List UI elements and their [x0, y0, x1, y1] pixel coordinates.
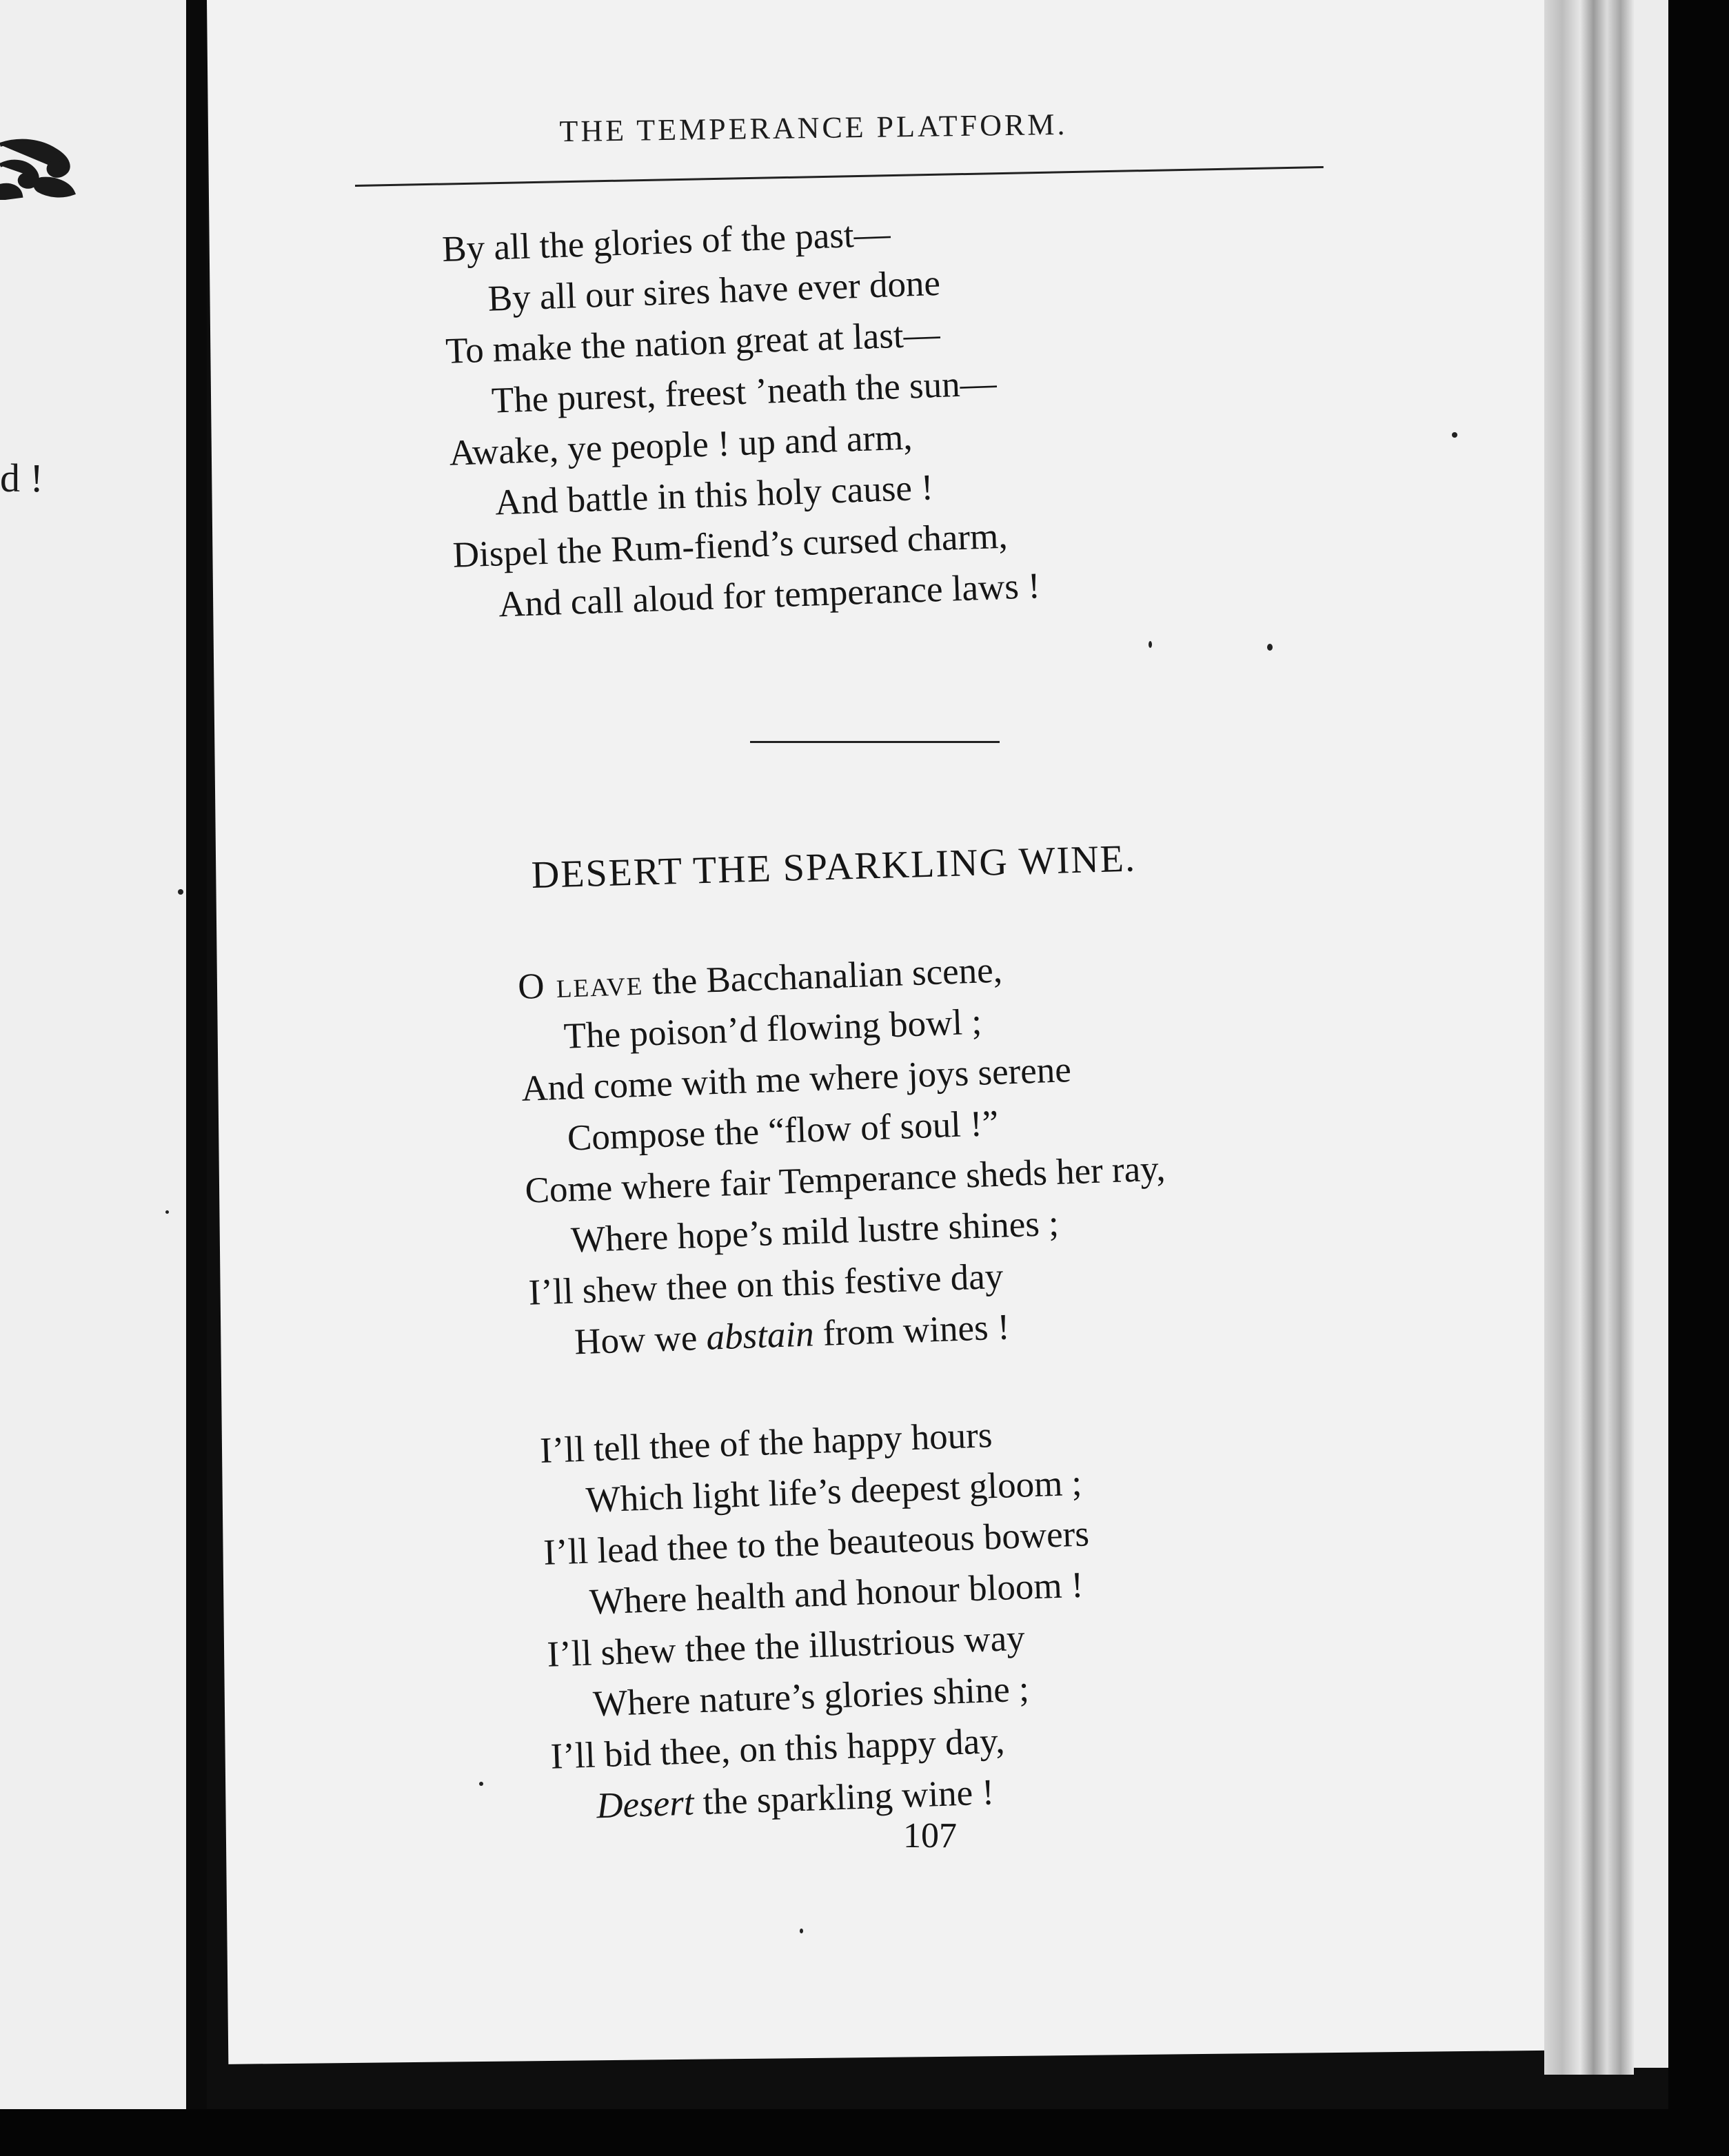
stanza-two [517, 939, 1171, 1370]
verse-line: By all the glories of the past— [441, 214, 891, 270]
verse-line: To make the nation great at last— [445, 314, 941, 372]
verse-line: And battle in this holy cause ! [494, 467, 934, 523]
book-gutter [186, 0, 207, 2116]
scan-border-bottom [0, 2109, 1729, 2156]
verse-line: I’ll shew thee the illustrious way [546, 1618, 1026, 1675]
section-divider [750, 741, 1000, 743]
verse-line: By all our sires have ever done [487, 263, 941, 319]
italic-emphasis: Desert [596, 1782, 695, 1827]
verse-text: the sparkling wine ! [693, 1772, 995, 1823]
page-edges [1544, 0, 1634, 2075]
verse-line: Which light life’s deepest gloom ; [585, 1463, 1083, 1521]
verse-line: And call aloud for temperance laws ! [498, 566, 1041, 625]
speck [800, 1929, 803, 1933]
stanza-three [539, 1406, 1099, 1833]
running-head: THE TEMPERANCE PLATFORM. [559, 107, 1068, 149]
verse-line: Compose the “flow of soul !” [566, 1103, 1000, 1159]
left-page-text-fragment: d ! [0, 456, 43, 500]
speck [479, 1782, 483, 1786]
outer-page-edge [1634, 0, 1668, 2068]
verse-line-rest: the Bacchanalian scene, [643, 950, 1003, 1003]
verse-line: The purest, freest ’neath the sun— [490, 363, 998, 421]
speck [1149, 641, 1152, 648]
verse-line: Where nature’s glories shine ; [592, 1669, 1030, 1725]
poem-title: DESERT THE SPARKLING WINE. [531, 837, 1137, 897]
verse-line: And come with me where joys serene [520, 1050, 1072, 1109]
left-facing-page [0, 0, 186, 2109]
verse-text: How we [574, 1317, 707, 1363]
verse-line: I’ll shew thee on this festive day [527, 1256, 1004, 1313]
speck [178, 889, 183, 895]
verse-line: The poison’d flowing bowl ; [563, 1001, 982, 1057]
verse-line: I’ll lead thee to the beauteous bowers [543, 1514, 1090, 1573]
page-number: 107 [903, 1816, 957, 1855]
verse-line: Where hope’s mild lustre shines ; [570, 1203, 1060, 1261]
speck [1452, 432, 1457, 438]
verse-text: from wines ! [813, 1307, 1011, 1354]
drop-caps-opening: O leave [517, 962, 645, 1007]
verse-line: Where health and honour bloom ! [588, 1565, 1084, 1623]
italic-emphasis: abstain [705, 1314, 815, 1358]
verse-line: Come where fair Temperance sheds her ray, [524, 1148, 1166, 1211]
stanza-one [441, 203, 1041, 631]
scan-border-right [1668, 0, 1729, 2156]
verse-line: I’ll tell thee of the happy hours [539, 1415, 993, 1471]
verse-line: I’ll bid thee, on this happy day, [549, 1720, 1006, 1777]
verse-line: Dispel the Rum-fiend’s cursed charm, [452, 516, 1009, 576]
verse-line: Awake, ye people ! up and arm, [448, 417, 913, 474]
speck [1267, 644, 1273, 651]
speck [165, 1210, 169, 1214]
decorative-ornament [0, 138, 76, 200]
